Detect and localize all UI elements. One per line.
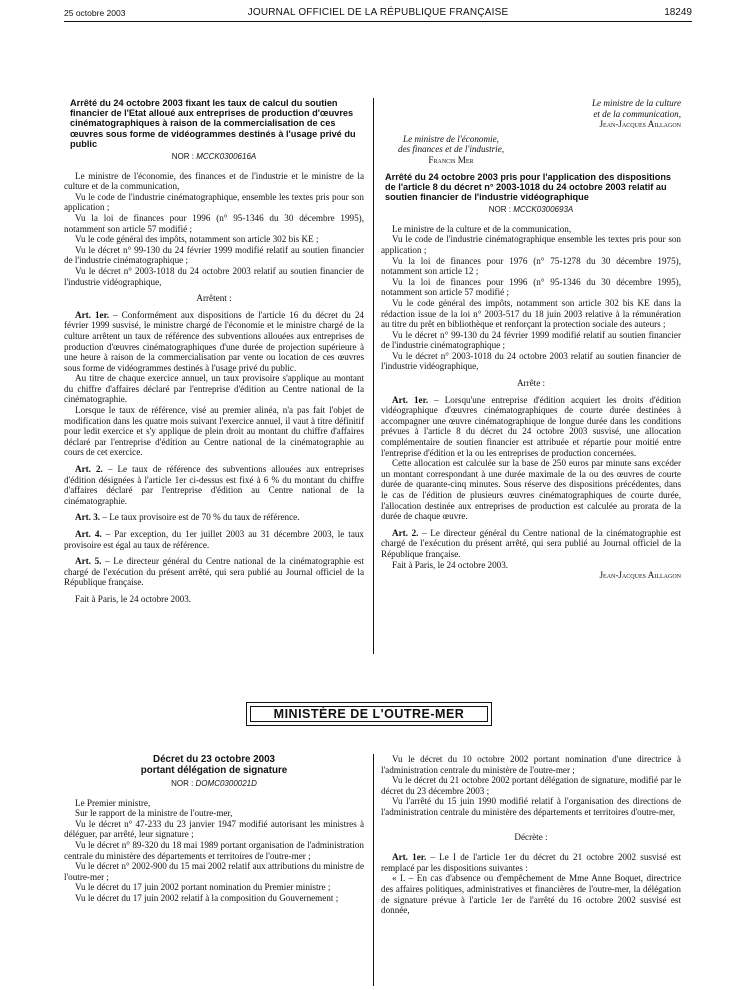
arrete-1-nor: NOR : MCCK0300616A [171, 152, 257, 162]
decret-title: Décret du 23 octobre 2003 [153, 754, 275, 765]
left-column-bottom [64, 754, 364, 904]
arrete-1-para: Vu le code de l'industrie cinématographique, ensemble les textes pris pour son application ; [64, 191, 364, 213]
ministry-banner [246, 702, 492, 726]
decret-para: Vu le décret n° 47-233 du 23 janvier 1947 modifié autorisant les ministres à déléguer, par arrêté, leur signature ; [64, 818, 364, 840]
signature-economie-name: Francis Mer [428, 154, 474, 165]
article-3: Art. 3. – Le taux provisoire est de 70 % du taux de référence. [75, 512, 300, 523]
decret-article-1-quote: « I. – En cas d'absence ou d'empêchement de Mme Anne Boquet, directrice des affaires politiques, administratives et financières de l'outre-mer, la délégation de signature prévue à l'article 1er de l'arrêté du 16 octobre 2002 susvisé est donnée, [381, 873, 681, 916]
article-4: Art. 4. – Par exception, du 1er juillet 2003 au 31 décembre 2003, le taux provisoire est égal au taux de référence. [64, 529, 364, 550]
decret-subtitle: portant délégation de signature [140, 765, 288, 776]
article-1-para: Au titre de chaque exercice annuel, un taux provisoire s'applique au montant du chiffre d'affaires déclaré par l'entreprise d'édition au Centre national de la cinématographie. [64, 373, 364, 405]
decret-para: Vu le décret du 17 juin 2002 relatif à la composition du Gouvernement ; [75, 892, 339, 903]
arrete-1-para: Le ministre de l'économie, des finances et de l'industrie et le ministre de la culture et de la communication, [64, 170, 364, 192]
header-page-number: 18249 [664, 7, 692, 18]
article-1: Art. 1er. – Conformément aux dispositions de l'article 16 du décret du 24 février 1999 susvisé, le ministre chargé de l'économie et le ministre chargé de la culture arrêtent un taux de référence des subventions allouées aux entreprises de production d'œuvres cinématographiques d'une durée de projection supérieure à une heure à raison de la commercialisation par vente ou location de ces œuvres sous forme de vidéogrammes destinés à l'usage privé du public. [64, 309, 364, 373]
ministry-banner-text: MINISTÈRE DE L'OUTRE-MER [250, 706, 488, 722]
arrete-2-nor: NOR : MCCK0300693A [488, 205, 574, 215]
page-header [64, 6, 692, 22]
right-column-bottom [381, 754, 681, 916]
arrete-2-signature: Jean-Jacques Aillagon [599, 570, 681, 581]
arrete-1-para: Vu le code général des impôts, notamment son article 302 bis KE ; [75, 234, 319, 245]
arrete-2-para: Vu la loi de finances pour 1996 (n° 95-1346 du 30 décembre 1995), notamment son article 57 modifié ; [381, 276, 681, 298]
fait-a-paris: Fait à Paris, le 24 octobre 2003. [75, 593, 192, 604]
signature-economie-title: des finances et de l'industrie, [397, 144, 505, 155]
right-column-top [381, 98, 681, 581]
arrete-2-para: Vu le décret n° 2003-1018 du 24 octobre 2003 relatif au soutien financier de l'industrie vidéographique, [381, 350, 681, 372]
left-column-top [64, 98, 364, 605]
decret-para: Sur le rapport de la ministre de l'outre-mer, [75, 808, 233, 819]
decret-right-para: Vu le décret du 10 octobre 2002 portant nomination d'une directrice à l'administration centrale du ministère de l'outre-mer ; [381, 754, 681, 775]
decret-nor: NOR : DOMC0300021D [171, 779, 257, 788]
header-date: 25 octobre 2003 [64, 8, 126, 18]
header-rule [64, 21, 692, 22]
decret-para: Vu le décret n° 2002-900 du 15 mai 2002 relatif aux attributions du ministre de l'outre-mer ; [64, 861, 364, 882]
signature-culture-title: Le ministre de la culture [591, 98, 681, 108]
decret-right-para: Vu l'arrêté du 15 juin 1990 modifié relatif à l'organisation des directions de l'administration centrale du ministère des départements et territoires d'outre-mer, [381, 796, 681, 817]
arrete-2-para: Vu le code général des impôts, notamment son article 302 bis KE dans la rédaction issue de la loi n° 2003-517 du 18 juin 2003 relative à la rémunération au titre du prêt en bibliothèque et renforçant la protection sociale des auteurs ; [381, 297, 681, 330]
decret-para: Vu le décret du 17 juin 2002 portant nomination du Premier ministre ; [75, 882, 331, 893]
arrete-1-para: Vu le décret n° 99-130 du 24 février 1999 modifié relatif au soutien financier de l'industrie cinématographique ; [64, 244, 364, 266]
arrete-1-para: Vu le décret n° 2003-1018 du 24 octobre 2003 relatif au soutien financier de l'industrie vidéographique, [64, 265, 364, 287]
decret-para: Le Premier ministre, [75, 797, 151, 808]
article-1-para: Lorsque le taux de référence, visé au premier alinéa, n'a pas fait l'objet de modification dans les quatre mois suivant l'exercice annuel, il vaut à titre définitif pour ledit exercice et s'y applique de plein droit au montant du chiffre d'affaires déclaré par l'entreprise d'édition au Centre national de la cinématographie au cours de cet exercice. [64, 405, 364, 458]
arrete-heading: Arrête : [516, 378, 546, 389]
arrete-2-para: Le ministre de la culture et de la communication, [392, 223, 572, 234]
arrete-2-para: Vu le décret n° 99-130 du 24 février 1999 modifié relatif au soutien financier de l'industrie cinématographique ; [381, 329, 681, 351]
column-separator-bottom [373, 754, 374, 986]
arretent-heading: Arrêtent : [196, 293, 232, 304]
header-title: JOURNAL OFFICIEL DE LA RÉPUBLIQUE FRANÇAISE [247, 7, 509, 18]
column-separator [373, 98, 374, 654]
signature-economie [381, 134, 521, 166]
decret-right-para: Vu le décret du 21 octobre 2002 portant délégation de signature, modifié par le décret du 23 décembre 2003 ; [381, 775, 681, 796]
signature-culture-name: Jean-Jacques Aillagon [599, 119, 681, 130]
article-2: Art. 2. – Le taux de référence des subventions allouées aux entreprises d'édition désignées à l'article 1er ci-dessus est fixé à 6 % du montant du chiffre d'affaires déclaré par l'entreprise d'édition au Centre national de la cinématographie. [64, 464, 364, 506]
arrete-2-fait: Fait à Paris, le 24 octobre 2003. [392, 559, 509, 570]
decrete-heading: Décrète : [514, 831, 548, 842]
arrete-2-article-2: Art. 2. – Le directeur général du Centre national de la cinématographie est chargé de l'exécution du présent arrêté, qui sera publié au Journal officiel de la République française. [381, 527, 681, 559]
arrete-1-title: Arrêté du 24 octobre 2003 fixant les taux de calcul du soutien financier de l'Etat alloué aux entreprises de production d'œuvres cinématographiques à raison de la commercialisation de ces œuvres sous forme de vidéogrammes destinés à l'usage privé du public [70, 98, 356, 149]
signature-culture-name-wrap [381, 119, 681, 130]
arrete-2-article-1-para: Cette allocation est calculée sur la base de 250 euros par minute sans excéder un montant correspondant à une durée maximale de la ou des œuvres de courte durée de quarante-cinq minutes. Sous réserve des dispositions précédentes, dans le cas de l'édition de plusieurs œuvres cinématographiques de courte durée, l'allocation destinée aux entreprises de production est calculée au prorata de la durée de chaque œuvre. [381, 458, 681, 522]
arrete-1-para: Vu la loi de finances pour 1996 (n° 95-1346 du 30 décembre 1995), notamment son article 57 modifié ; [64, 212, 364, 234]
signature-culture-title: et de la communication, [593, 108, 681, 119]
arrete-2-signature-wrap [381, 570, 681, 581]
signature-economie-title: Le ministre de l'économie, [403, 133, 499, 144]
arrete-2-para: Vu la loi de finances pour 1976 (n° 75-1278 du 30 décembre 1975), notamment son article 12 ; [381, 255, 681, 277]
decret-para: Vu le décret n° 89-320 du 18 mai 1989 portant organisation de l'administration centrale du ministère des départements et territoires de l'outre-mer ; [64, 839, 364, 861]
arrete-2-para: Vu le code de l'industrie cinématographique ensemble les textes pris pour son application ; [381, 234, 681, 255]
article-5: Art. 5. – Le directeur général du Centre national de la cinématographie est chargé de l'exécution du présent arrêté, qui sera publié au Journal officiel de la République française. [64, 556, 364, 588]
signature-economie-name-wrap [381, 155, 521, 166]
arrete-2-title: Arrêté du 24 octobre 2003 pris pour l'application des dispositions de l'article 8 du décret n° 2003-1018 du 24 octobre 2003 relatif au soutien financier de l'industrie vidéographique [385, 171, 672, 202]
decret-article-1: Art. 1er. – Le I de l'article 1er du décret du 21 octobre 2002 susvisé est remplacé par les dispositions suivantes : [381, 852, 681, 873]
arrete-2-article-1: Art. 1er. – Lorsqu'une entreprise d'édition acquiert les droits d'édition vidéographique d'œuvres cinématographiques de courte durée destinées à accompagner une œuvre cinématographique de longue durée dans les conditions prévues à l'article 8 du décret du 24 octobre 2003 susvisé, une allocation complémentaire de soutien financier est attribuée et répartie pour moitié entre l'entreprise d'édition et la ou les entreprises de production concernées. [381, 394, 681, 458]
